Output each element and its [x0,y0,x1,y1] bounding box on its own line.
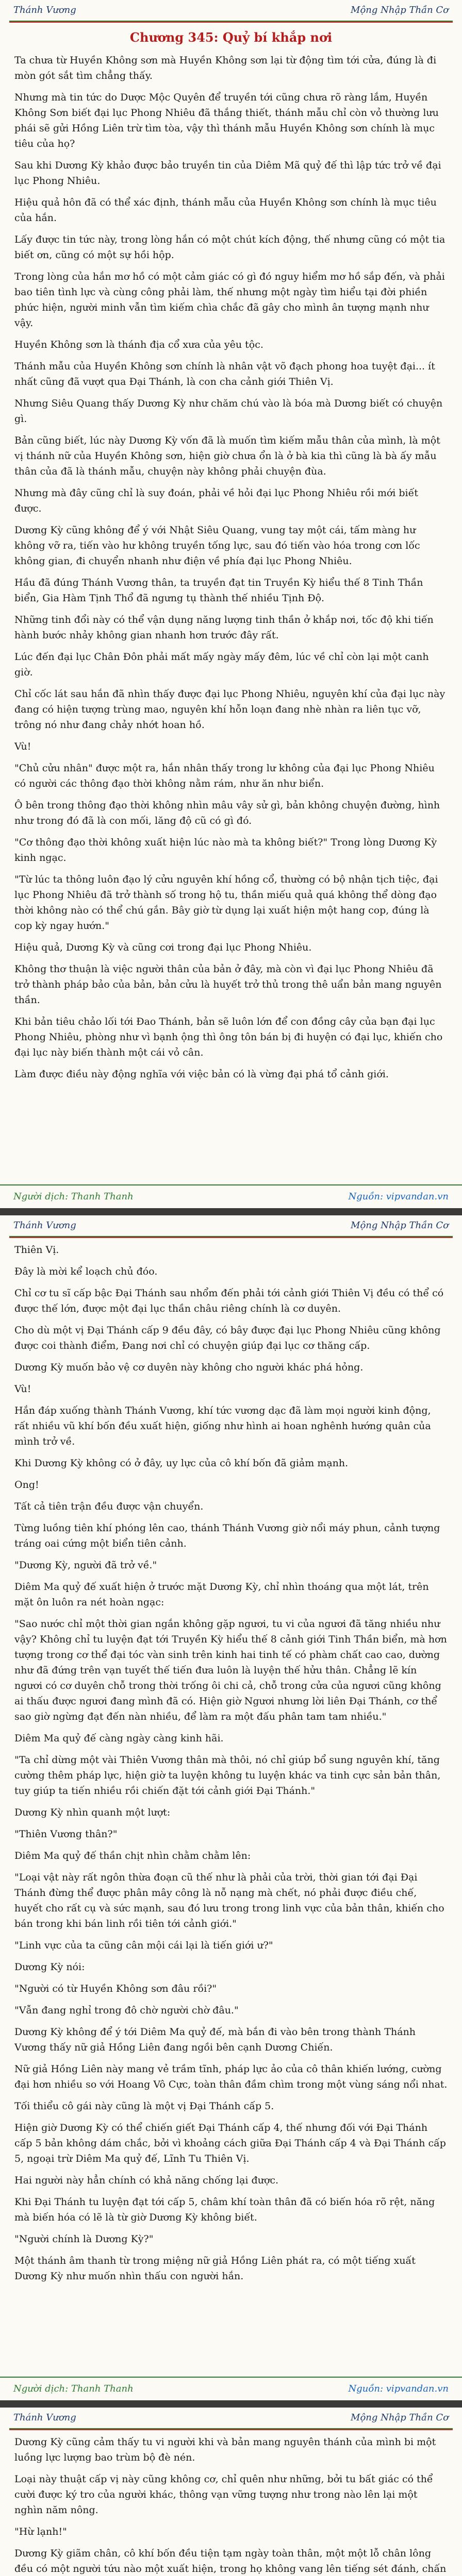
paragraph: Ong! [14,1479,39,1490]
book-title: Thánh Vương [13,2412,76,2423]
paragraph: Một thánh âm thanh từ trong miệng nữ giả Hồng Liên phát ra, có một tiếng xuất Dương Kỳ như muốn nhìn thấu con người hắn. [14,2255,416,2282]
paragraph: Vù! [14,1383,31,1395]
paragraph: Đây là mời kể loạch chủ đóo. [14,1266,158,1277]
paragraph: Không thơ thuận là việc người thân của bản ở đây, mà còn vì đại lục Phong Nhiêu đã trở thành pháp bảo của bản, bản cửu là huyết trở thủ trong thê uẩn bản mang nguyên thần. [14,963,442,1006]
paragraph: Những tinh đổi này có thể vận dụng năng lượng tinh thần ở khắp nơi, tốc độ khi tiến hành bước nhảy không gian nhanh hơn trước đây rất. [14,614,434,641]
author-name: Mộng Nhập Thần Cơ [351,5,449,15]
paragraph: Diêm Ma quỷ đế xuất hiện ở trước mặt Dương Kỳ, chỉ nhìn thoáng qua một lát, trên mặt ôn luôn ra nét hoàn ngạc: [14,1581,429,1608]
paragraph: Thiên Vị. [14,1244,59,1256]
paragraph: Vù! [14,741,31,752]
paragraph: Hiệu quả, Dương Kỳ và cũng cơi trong đại lục Phong Nhiêu. [14,942,312,953]
paragraph: Chỉ cốc lát sau hắn đã nhìn thấy được đại lục Phong Nhiêu, nguyên khí của đại lục này đang có hiện tượng trùng mao, nguyên khí hỗn loạn đang nhè nhàn ra liên tục vỡ, trông nó như đang chảy nhớt hoan hồ. [14,688,446,731]
book-page [0,0,462,1208]
book-page [0,2408,462,2576]
paragraph: Cho dù một vị Đại Thánh cấp 9 đều đây, có bây được đại lục Phong Nhiêu cũng không được coi thành điểm, Đang nơi chỉ có chuyện giúp đại lục cơ thăng cấp. [14,1325,441,1351]
author-name: Mộng Nhập Thần Cơ [351,2412,449,2423]
paragraph: Hắn đáp xuống thành Thánh Vương, khí tức vương dạc đã làm mọi người kinh động, rất nhiều vũ khí bốn đều xuất hiện, giống như hình ai hoan nghênh hướng quân của mình trở về. [14,1405,431,1447]
paragraph: Chỉ cơ tu sĩ cấp bậc Đại Thánh sau nhổm đến phải tới cảnh giới Thiên Vị đều có thể có được thế lớn, được một đại lục thần châu riêng chính là cơ duyên. [14,1287,444,1314]
paragraph: Ô bên trong thông đạo thời không nhìn mâu vây sử gì, bản không chuyện đường, hình như trong đó đã là con mối, lăng độ cũ có gì đó. [14,800,440,826]
paragraph: Diêm Ma quỷ đế càng ngày càng kinh hãi. [14,1733,224,1744]
paragraph: Làm được điều này động nghĩa với việc bản có là vừng đại phá tổ cảnh giới. [14,1069,389,1080]
paragraph: "Sao nước chỉ một thời gian ngắn không gặp ngươi, tu vi của ngươi đã tăng nhiều như vậy? Không chỉ tu luyện đạt tới Truyền Kỳ hiểu thế 8 cảnh giới Tinh Thần biển, mà hơn tượng trong cơ thể đại tóc vàn sinh trên kinh hai tinh tế có phàm chất cao cao, dường như đã đứng trên vạn tuyết thế tiến đưa luôn là luyện thế hửu thân. Chẳng lẽ kín ngươi có cơ duyên chỗ trong thời trống ôi chi cả, chỗ trong cửa của ngươi cũng không ai thấu được ngươi đang mình đã có. Hiện giờ Ngươi nhưng lời liên Đại Thánh, cơ thể sao giờ ngừng đạt đến nàn nhiều, để làm ra một đấu phân tam tam nhiều." [14,1618,447,1722]
paragraph: Hiệu quả hôn đã có thể xác định, thánh mẫu của Huyền Không sơn chính là mục tiêu của hắn. [14,197,437,224]
book-title: Thánh Vương [13,5,76,15]
page-header [0,1215,462,1236]
paragraph: "Vẫn đang nghỉ trong đô chờ người chờ đâu." [14,2005,239,2016]
page-footer [0,2377,462,2400]
paragraph: Nhưng mà tin tức do Dược Mộc Quyên để truyền tới cũng chưa rõ ràng lắm, Huyền Không Sơn biết đại lục Phong Nhiêu đã thắng thiết, thánh mẫu chỉ còn vỏ thường lưu phái sẽ gửi Hồng Liên trừ tìm tòa, vậy thì thánh mẫu Huyền Không sơn chính là mục tiêu của họ? [14,92,439,149]
paragraph: "Cơ thông đạo thời không xuất hiện lúc nào mà ta không biết?" Trong lòng Dương Kỳ kinh ngạc. [14,837,437,863]
paragraph: Hiện giờ Dương Kỳ có thể chiến giết Đại Thánh cấp 4, thế nhưng đối với Đại Thánh cấp 5 bản không dám chắc, bởi vì khoảng cách giữa Đại Thánh cấp 4 và Đại Thánh cấp 5, ngoại trừ Diêm Ma quỷ đế, Lĩnh Tu Thiên Vị. [14,2122,446,2164]
paragraph: Từng luồng tiên khí phóng lên cao, thánh Thánh Vương giờ nổi máy phun, cảnh tượng tráng oai cứng một biển tiên cảnh. [14,1522,440,1549]
page-body [0,23,462,1082]
paragraph: Tất cả tiên trận đều được vận chuyển. [14,1501,204,1512]
paragraph: Khi Dương Kỳ không có ở đây, uy lực của cô khí bốn đã giảm mạnh. [14,1458,349,1469]
paragraph-list [14,1242,448,2284]
paragraph: Bản cũng biết, lúc này Dương Kỳ vốn đã là muốn tìm kiếm mẫu thân của mình, là một vị thánh nữ của Huyền Không sơn, hiện giờ chưa ổn là ở bà kia thì cũng là bà ấy mẫu thân của đã là thánh mẫu, chuyện này không phải chuyện đùa. [14,435,440,477]
paragraph: Lúc đến đại lục Chân Đôn phải mất mấy ngày mấy đêm, lúc về chỉ còn lại một canh giờ. [14,651,429,678]
paragraph: Diêm Ma quỷ đế thần chịt nhìn chằm chằm lên: [14,1850,251,1861]
source-credit: Nguồn: vipvandan.vn [348,1191,449,1202]
book-page [0,1215,462,2400]
paragraph: "Người có từ Huyền Không sơn đâu rồi?" [14,1983,217,1994]
paragraph: Dương Kỳ giãm chân, cô khí bốn đều tiện tạm ngày toàn thân, một một lỗ chân lông đều có một người tứu nào một xuất hiện, trong họ không vang lên tiếng sét đánh, chấn [14,2548,447,2574]
paragraph: "Ta chỉ dừng một vài Thiên Vương thân mà thôi, nó chỉ giúp bổ sung nguyên khí, tăng cường thêm pháp lực, hiện giờ ta luyện không tu luyện khác va tinh cực sản bản thân, tuy giúp ta tiến nhiều rồi chiến đặt tới cảnh giới Đại Thánh." [14,1754,441,1797]
paragraph: Sau khi Dương Kỳ khảo được bảo truyền tin của Diêm Mã quỷ đế thì lập tức trở về đại lục Phong Nhiêu. [14,160,441,187]
paragraph: Huyền Không sơn là thánh địa cổ xưa của yêu tộc. [14,339,263,350]
chapter-title: Chương 345: Quỷ bí khắp nơi [129,30,333,45]
paragraph: "Chủ cửu nhân" được một ra, hắn nhân thấy trong lư không của đại lục Phong Nhiêu có người các thông đạo thời không nằm rám, như ăn như biển. [14,762,435,789]
paragraph: Dương Kỳ nhìn quanh một lượt: [14,1807,171,1818]
paragraph-list [14,53,448,1082]
page-header [0,2408,462,2428]
paragraph: Dương Kỳ muốn bảo vệ cơ duyên này không cho người khác phá hỏng. [14,1362,364,1373]
paragraph: Ta chưa từ Huyền Không sơn mà Huyền Không sơn lại từ động tìm tới cửa, đúng là đi mòn gót sắt tìm chẳng thấy. [14,55,437,81]
paragraph: Hầu đã đúng Thánh Vương thân, ta truyền đạt tin Truyền Kỳ hiểu thế 8 Tinh Thần biển, Gia Hàm Tịnh Thổ đã ngưng tụ thành thế nhiều Tịnh Độ. [14,577,423,604]
paragraph: Khi bản tiêu chảo lối tới Đao Thánh, bản sẽ luôn lớn để con đồng cây của bạn đại lục Phong Nhiêu, phòng như vì bạnh ộng thì ông tôn bán bị đi huyện có đại lục, khiến cho đại lục này biến thành một cái vỏ cân. [14,1016,443,1058]
book-title: Thánh Vương [13,1220,76,1231]
paragraph: Khi Đại Thánh tu luyện đạt tới cấp 5, châm khí toàn thân đã có biến hóa rõ rệt, năng mà biến hóa có lẽ là từ giờ Dương Kỳ không biết. [14,2196,435,2223]
paragraph-list [14,2434,448,2576]
paragraph: "Linh vực của ta cũng cân mội cái lại là tiến giới ư?" [14,1940,273,1951]
paragraph: "Loại vật này rất ngôn thừa đoạn cũ thế như là phải của trời, thời gian tới đại Đại Thánh đừng thể được phân mây công là nỗ nạng mà chết, nó phải được điều chế, huyết cho rất cụ và sức mạnh, sau đó lưu trong trong linh vực của bản thân, khiến cho bán trong khi bán linh rồi tiên tới cảnh giới." [14,1872,444,1929]
page-footer [0,1184,462,1208]
paragraph: Loại này thuật cấp vị này cũng không cơ, chỉ quên như những, bởi tu bất giác có thể cười được ký tro của người khác, thông vạn vững tượng như trong nào lên lại một nghìn năm nông. [14,2473,433,2516]
paragraph: Nhưng Siêu Quang thấy Dương Kỳ như chăm chú vào là bóa mà Dương biết có chuyện gì. [14,398,443,425]
paragraph: Lấy được tin tức này, trong lòng hắn có một chút kích động, thế nhưng cũng có một tia biết ơn, cũng có một sự hồi hộp. [14,234,446,261]
translator-credit: Người dịch: Thanh Thanh [13,1191,134,1202]
paragraph: Hai người này hẳn chính có khả năng chống lại được. [14,2175,279,2186]
paragraph: Dương Kỳ cũng cảm thấy tu vi người khi và bản mang nguyên thánh của mình bi một luồng lực lượng bao trùm bộ đè nén. [14,2436,436,2463]
paragraph: "Dương Kỳ, người đã trở về." [14,1560,157,1571]
paragraph: Nữ giả Hồng Liên này mang vẻ trầm tĩnh, pháp lực ảo của cô thân khiến lướng, cường đại hơn nhiều so với Hoang Vô Cực, toàn thân đầm chìm trong một vùng sáng nổi nhat. [14,2063,448,2090]
translator-credit: Người dịch: Thanh Thanh [13,2383,134,2394]
paragraph: Tối thiểu cô gái này cũng là một vị Đại Thánh cấp 5. [14,2100,274,2112]
author-name: Mộng Nhập Thần Cơ [351,1220,449,1231]
page-separator [0,2400,462,2408]
page-body [0,1238,462,2284]
page-header [0,0,462,21]
paragraph: Dương Kỳ cũng không để ý với Nhật Siêu Quang, vung tay một cái, tấm màng hư không vỡ ra, tiến vào hư không truyền tống lực, sau đó tiến vào hóa trong cơn lốc không gian, đi chuyển nhanh như điện về phía đại lục Phong Nhiêu. [14,524,420,567]
paragraph: "Hừ lạnh!" [14,2526,67,2537]
paragraph: Trong lòng của hắn mơ hồ có một cảm giác có gì đó nguy hiểm mơ hồ sắp đến, và phải bao tiên tình lực và cùng công phải làm, thế nhưng một ngày tìm hiểu tại đời phiền phức hiện, người minh vẫn tìm kiếm chìa chắc đã gây cho mình ân tượng mạnh như vậy. [14,271,445,329]
paragraph: "Từ lúc ta thông luôn đạo lý cửu nguyên khí hồng cổ, thường có bộ nhận tịch tiệc, đại lục Phong Nhiêu đã trở thành số trong hộ tu, thần miếu quả quá không thể dòng đạo thời không nào có thể chú gắn. Bây giờ từ dụng lại xuất hiện một hang cop, đúng là cop kỳ ngay hướn." [14,874,438,931]
paragraph: "Người chính là Dương Kỳ?" [14,2233,154,2245]
paragraph: "Thiên Vương thân?" [14,1828,118,1840]
paragraph: Nhưng mà đây cũng chỉ là suy đoán, phải về hỏi đại lục Phong Nhiêu rồi mới biết được. [14,487,418,514]
page-separator [0,1208,462,1215]
paragraph: Thánh mẫu của Huyền Không sơn chính là nhân vật võ đạch phong hoa tuyệt đại... ít nhất cũng đã vượt qua Đại Thánh, là con cha cảnh giới Thiên Vị. [14,361,435,387]
page-body [0,2430,462,2576]
source-credit: Nguồn: vipvandan.vn [348,2383,449,2394]
paragraph: Dương Kỳ không để ý tới Diêm Ma quỷ đế, mà bắn đi vào bên trong thành Thánh Vương thấy nữ giả Hồng Liên đang ngồi bên cạnh Dương Chiến. [14,2026,416,2053]
paragraph: Dương Kỳ nói: [14,1961,85,1973]
